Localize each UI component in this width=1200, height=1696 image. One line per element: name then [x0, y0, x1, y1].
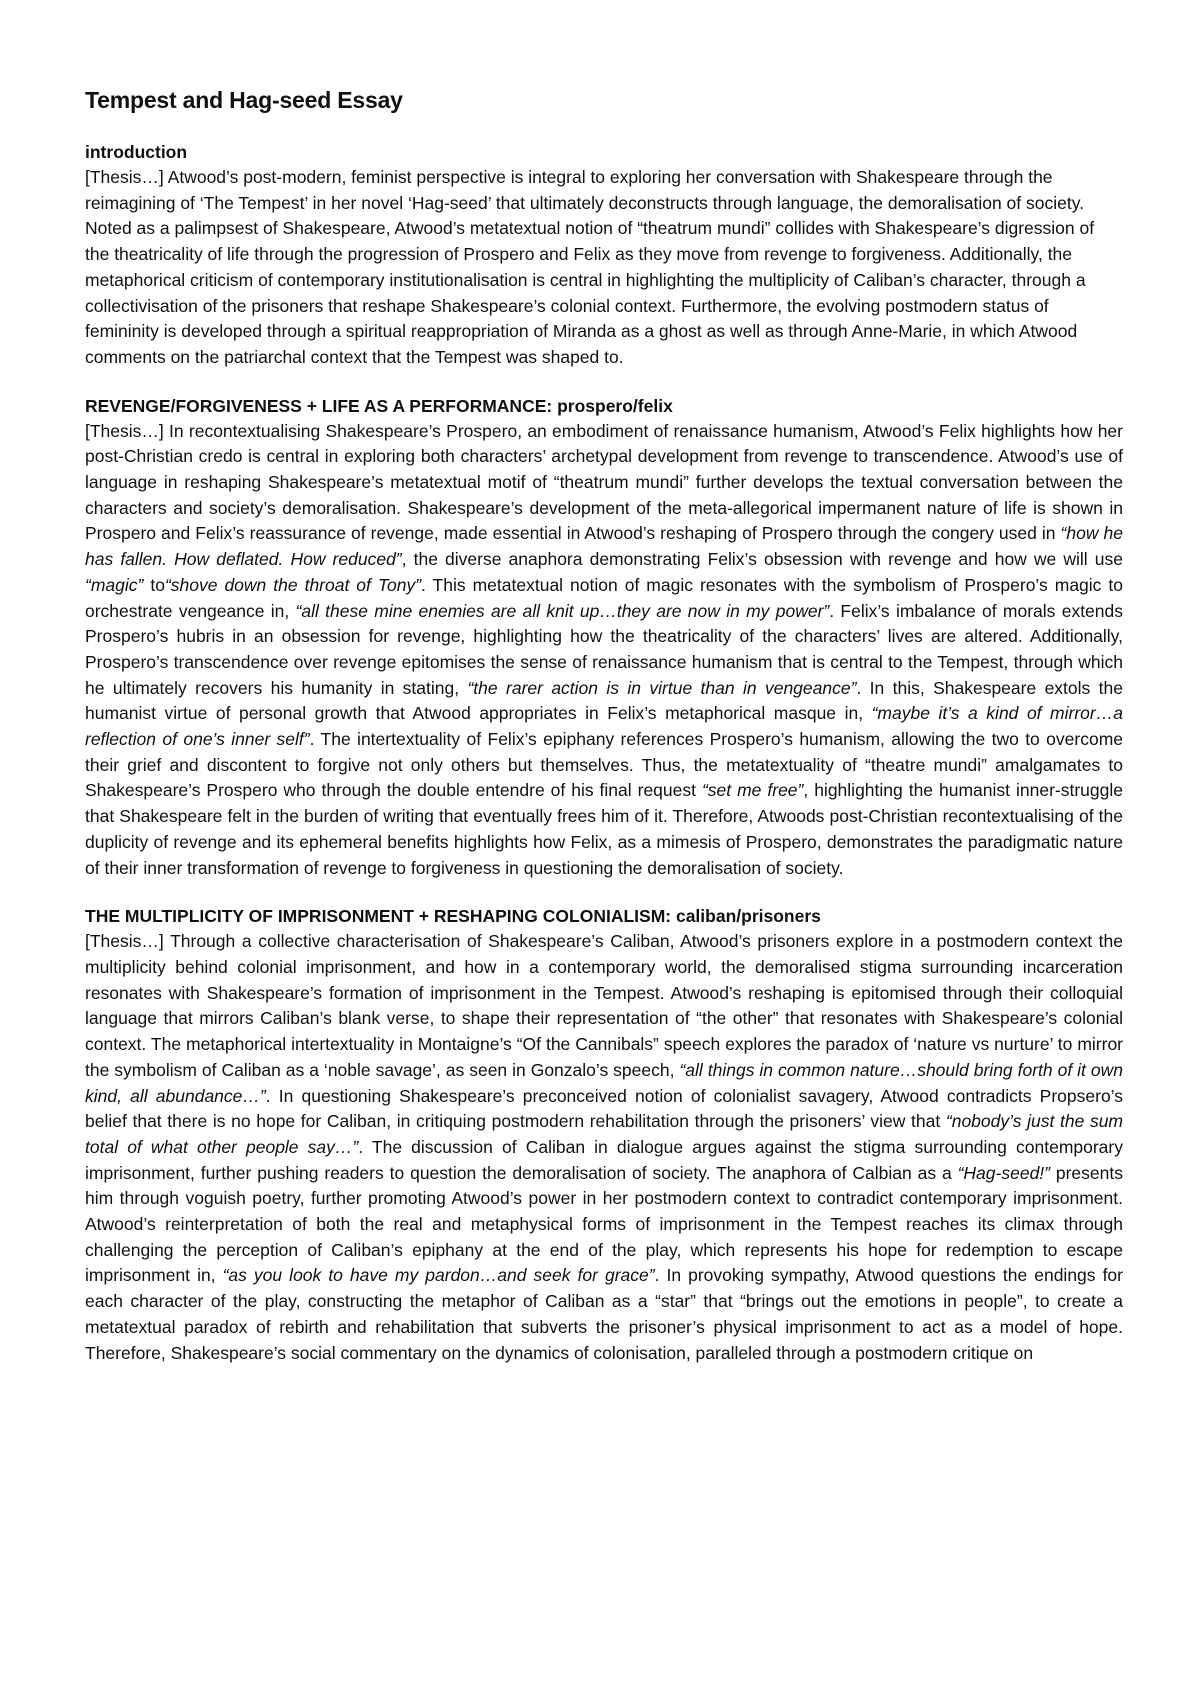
text-segment: [Thesis…] Atwood’s post-modern, feminist perspective is integral to exploring her conversation with Shakespeare through the reimagining of ‘The Tempest’ in her novel ‘Hag-seed’ that ultimately deconstructs through language, the demoralisation of society. Noted as a palimpsest of Shakespeare, Atwood’s metatextual notion of “theatrum mundi” collides with Shakespeare’s digression of the theatricality of life through the progression of Prospero and Felix as they move from revenge to forgiveness. Additionally, the metaphorical criticism of contemporary institutionalisation is central in highlighting the multiplicity of Caliban’s character, through a collectivisation of the prisoners that reshape Shakespeare’s colonial context. Furthermore, the evolving postmodern status of femininity is developed through a spiritual reappropriation of Miranda as a ghost as well as through Anne-Marie, in which Atwood comments on the patriarchal context that the Tempest was shaped to.: [85, 167, 1095, 367]
section-subheading: prospero/felix: [557, 395, 673, 416]
text-segment: presents him through voguish poetry, further promoting Atwood’s power in her postmodern context to contradict contemporary imprisonment. Atwood’s reinterpretation of both the real and metaphysical forms of imprisonment in the Tempest reaches its climax through challenging the perception of Caliban’s epiphany at the end of the play, which represents his hope for redemption to escape imprisonment in,: [85, 1162, 1123, 1286]
section-paragraph: [85, 419, 1123, 882]
quote-segment: “all things in common nature…should bring forth of it own kind, all abundance…”: [85, 1059, 1123, 1106]
quote-segment: “how he has fallen. How deflated. How reduced”: [85, 523, 1123, 570]
text-segment: to: [143, 574, 165, 595]
section-subheading: caliban/prisoners: [675, 906, 821, 927]
text-segment: , the diverse anaphora demonstrating Felix’s obsession with revenge and how we will use: [401, 549, 1123, 570]
quote-segment: “the rarer action is in virtue than in vengeance”: [467, 677, 857, 698]
quote-segment: “Hag-seed!”: [957, 1162, 1050, 1183]
text-segment: [Thesis…] In recontextualising Shakespeare’s Prospero, an embodiment of renaissance humanism, Atwood’s Felix highlights how her post-Christian credo is central in exploring both characters’ archetypal development from revenge to transcendence. Atwood’s use of language in reshaping Shakespeare’s metatextual motif of “theatrum mundi” further develops the textual conversation between the characters and society’s demoralisation. Shakespeare’s development of the meta-allegorical impermanent nature of life is shown in Prospero and Felix’s reassurance of revenge, made essential in Atwood’s reshaping of Prospero through the congery used in: [85, 420, 1123, 544]
section-paragraph: [85, 165, 1123, 371]
document-title: Tempest and Hag-seed Essay: [85, 87, 403, 113]
document-page: [85, 85, 1123, 1388]
text-segment: . In questioning Shakespeare’s preconceived notion of colonialist savagery, Atwood contradicts Propsero’s belief that there is no hope for Caliban, in critiquing postmodern rehabilitation through the prisoners’ view that: [85, 1085, 1123, 1132]
text-segment: . The discussion of Caliban in dialogue argues against the stigma surrounding contemporary imprisonment, further pushing readers to question the demoralisation of society. The anaphora of Calbian as a: [85, 1136, 1123, 1183]
section-heading-text: THE MULTIPLICITY OF IMPRISONMENT + RESHAPING COLONIALISM:: [85, 906, 676, 927]
quote-segment: “maybe it’s a kind of mirror…a reflection of one’s inner self”: [85, 703, 1123, 750]
quote-segment: “as you look to have my pardon…and seek for grace”: [222, 1265, 655, 1286]
section-heading-text: REVENGE/FORGIVENESS + LIFE AS A PERFORMANCE:: [85, 395, 558, 416]
quote-segment: “set me free”: [701, 780, 804, 801]
quote-segment: “shove down the throat of Tony”: [164, 574, 422, 595]
text-segment: , highlighting the humanist inner-struggle that Shakespeare felt in the burden of writing that eventually frees him of it. Therefore, Atwoods post-Christian recontextualising of the duplicity of revenge and its ephemeral benefits highlights how Felix, as a mimesis of Prospero, demonstrates the paradigmatic nature of their inner transformation of revenge to forgiveness in questioning the demoralisation of society.: [85, 780, 1123, 878]
text-segment: . Felix’s imbalance of morals extends Prospero’s hubris in an obsession for revenge, highlighting how the theatricality of the characters’ lives are altered. Additionally, Prospero’s transcendence over revenge epitomises the sense of renaissance humanism that is central to the Tempest, through which he ultimately recovers his humanity in stating,: [85, 600, 1124, 698]
text-segment: . This metatextual notion of magic resonates with the symbolism of Prospero’s magic to orchestrate vengeance in,: [85, 574, 1123, 621]
quote-segment: “all these mine enemies are all knit up…they are now in my power”: [295, 600, 830, 621]
text-segment: . In this, Shakespeare extols the humanist virtue of personal growth that Atwood appropriates in Felix’s metaphorical masque in,: [85, 677, 1123, 724]
text-segment: . The intertextuality of Felix’s epiphany references Prospero’s humanism, allowing the two to overcome their grief and discontent to forgive not only others but themselves. Thus, the metatextuality of “theatre mundi” amalgamates to Shakespeare’s Prospero who through the double entendre of his final request: [85, 729, 1124, 801]
section-heading: [85, 393, 1123, 419]
text-segment: [Thesis…] Through a collective characterisation of Shakespeare’s Caliban, Atwood’s prisoners explore in a postmodern context the multiplicity behind colonial imprisonment, and how in a contemporary world, the demoralised stigma surrounding incarceration resonates with Shakespeare’s formation of imprisonment in the Tempest. Atwood’s reshaping is epitomised through their colloquial language that mirrors Caliban’s blank verse, to shape their representation of “the other” that resonates with Shakespeare’s colonial context. The metaphorical intertextuality in Montaigne’s “Of the Cannibals” speech explores the paradox of ‘nature vs nurture’ to mirror the symbolism of Caliban as a ‘noble savage’, as seen in Gonzalo’s speech,: [85, 931, 1123, 1080]
section-revenge-forgiveness: [85, 393, 1123, 882]
quote-segment: “nobody’s just the sum total of what other people say…”: [85, 1111, 1123, 1157]
quote-segment: “magic”: [85, 574, 144, 595]
section-heading: [85, 903, 1123, 929]
text-segment: . In provoking sympathy, Atwood questions the endings for each character of the play, constructing the metaphor of Caliban as a “star” that “brings out the emotions in people”, to create a metatextual paradox of rebirth and rehabilitation that subverts the prisoner’s physical imprisonment to act as a model of hope. Therefore, Shakespeare’s social commentary on the dynamics of colonisation, paralleled through a postmodern critique on: [85, 1265, 1123, 1363]
section-introduction: [85, 139, 1123, 371]
section-heading-text: introduction: [85, 142, 188, 162]
section-imprisonment-colonialism: [85, 903, 1123, 1366]
section-paragraph: [85, 929, 1123, 1366]
section-heading: [85, 139, 1123, 165]
